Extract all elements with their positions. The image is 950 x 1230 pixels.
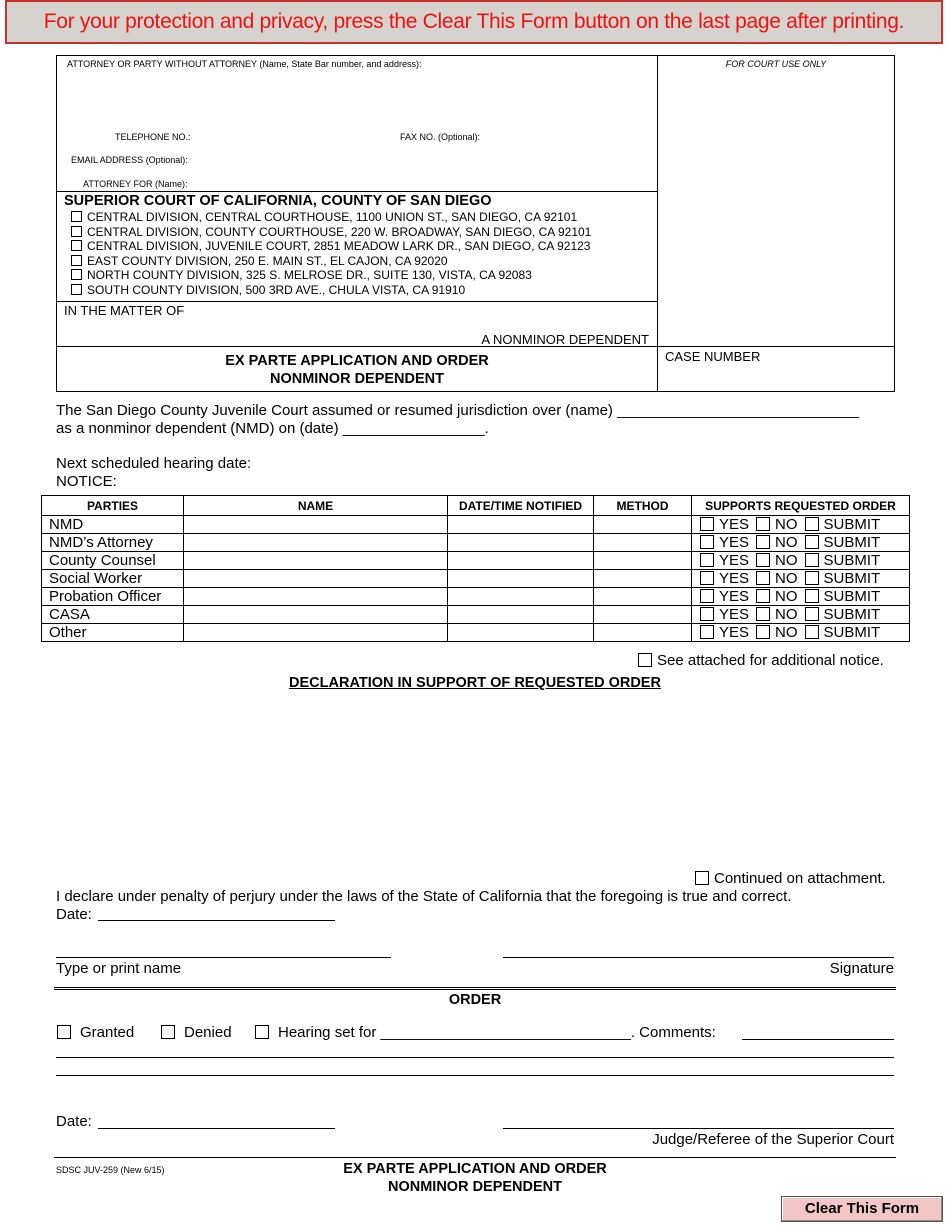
date-notified-cell[interactable] [448,588,594,606]
court-use-label: FOR COURT USE ONLY [725,59,827,69]
privacy-banner: For your protection and privacy, press the Clear This Form button on the last page after printing. [5,0,943,44]
checkbox[interactable] [805,517,819,531]
comments-line[interactable] [742,1039,894,1040]
notice-table [41,495,910,642]
support-option[interactable]: NO [756,534,798,551]
support-option[interactable]: YES [700,552,749,569]
date-notified-cell[interactable] [448,606,594,624]
table-row [42,588,910,606]
fax-label: FAX NO. (Optional): [400,132,481,142]
supports-order-cell [692,588,910,606]
support-option[interactable]: SUBMIT [805,534,881,551]
matter-of-label: IN THE MATTER OF [64,303,185,318]
checkbox[interactable] [695,871,709,885]
checkbox[interactable] [638,653,652,667]
support-option[interactable]: YES [700,534,749,551]
checkbox[interactable] [756,589,770,603]
division-option[interactable]: CENTRAL DIVISION, COUNTY COURTHOUSE, 220 W. BROADWAY, SAN DIEGO, CA 92101 [71,225,591,240]
party-cell: NMD’s Attorney [42,534,184,552]
supports-order-cell [692,552,910,570]
checkbox[interactable] [756,553,770,567]
support-option[interactable]: SUBMIT [805,624,881,641]
checkbox[interactable] [700,607,714,621]
method-cell[interactable] [594,570,692,588]
table-row [42,552,910,570]
party-cell: County Counsel [42,552,184,570]
column-header: NAME [184,496,448,516]
name-cell[interactable] [184,606,448,624]
nmd-date-line: as a nonminor dependent (NMD) on (date) _________________. [56,420,489,437]
case-number-label: CASE NUMBER [665,349,761,364]
support-option[interactable]: YES [700,588,749,605]
party-cell: CASA [42,606,184,624]
method-cell[interactable] [594,588,692,606]
support-option[interactable]: NO [756,570,798,587]
division-option[interactable]: NORTH COUNTY DIVISION, 325 S. MELROSE DR., SUITE 130, VISTA, CA 92083 [71,268,591,283]
judge-signature-line[interactable] [503,1128,894,1129]
supports-order-cell [692,534,910,552]
checkbox[interactable] [756,571,770,585]
method-cell[interactable] [594,606,692,624]
supports-order-cell [692,570,910,588]
support-option[interactable]: SUBMIT [805,606,881,623]
column-header: PARTIES [42,496,184,516]
name-cell[interactable] [184,516,448,534]
date-notified-cell[interactable] [448,534,594,552]
division-option[interactable]: CENTRAL DIVISION, CENTRAL COURTHOUSE, 1100 UNION ST., SAN DIEGO, CA 92101 [71,210,591,225]
checkbox[interactable] [805,607,819,621]
denied-option[interactable]: Denied [161,1024,232,1041]
name-line[interactable] [56,957,391,958]
column-header: SUPPORTS REQUESTED ORDER [692,496,910,516]
support-option[interactable]: YES [700,624,749,641]
checkbox[interactable] [71,211,82,222]
checkbox[interactable] [161,1025,175,1039]
form-title: EX PARTE APPLICATION AND ORDER NONMINOR DEPENDENT [225,353,489,387]
support-option[interactable]: NO [756,552,798,569]
see-attached-option[interactable]: See attached for additional notice. [638,652,884,669]
division-option[interactable]: CENTRAL DIVISION, JUVENILE COURT, 2851 MEADOW LARK DR., SAN DIEGO, CA 92123 [71,239,591,254]
column-header: DATE/TIME NOTIFIED [448,496,594,516]
checkbox[interactable] [700,553,714,567]
party-cell: Social Worker [42,570,184,588]
declaration-title: DECLARATION IN SUPPORT OF REQUESTED ORDER [289,675,661,691]
support-option[interactable]: NO [756,516,798,533]
table-row [42,516,910,534]
supports-order-cell [692,606,910,624]
order-title: ORDER [448,992,502,1008]
order-divider [54,987,896,990]
checkbox[interactable] [700,571,714,585]
notice-label: NOTICE: [56,473,117,490]
method-cell[interactable] [594,552,692,570]
table-header-row [42,496,910,516]
support-option[interactable]: NO [756,606,798,623]
order-date-line[interactable] [98,1128,335,1129]
checkbox[interactable] [756,517,770,531]
party-cell: Other [42,624,184,642]
checkbox[interactable] [805,625,819,639]
division-option[interactable]: EAST COUNTY DIVISION, 250 E. MAIN ST., EL CAJON, CA 92020 [71,254,591,269]
method-cell[interactable] [594,516,692,534]
table-row [42,570,910,588]
method-cell[interactable] [594,624,692,642]
support-option[interactable]: NO [756,624,798,641]
hearing-set-option[interactable]: Hearing set for ______________________________. Comments: [255,1024,716,1041]
continued-option[interactable]: Continued on attachment. [695,870,886,887]
checkbox[interactable] [756,625,770,639]
name-cell[interactable] [184,570,448,588]
hearing-date-label: Next scheduled hearing date: [56,455,252,472]
support-option[interactable]: NO [756,588,798,605]
comments-line-3[interactable] [56,1075,894,1076]
supports-order-cell [692,624,910,642]
comments-line-2[interactable] [56,1057,894,1058]
method-cell[interactable] [594,534,692,552]
date-label: Date: [56,906,92,923]
checkbox[interactable] [700,517,714,531]
name-cell[interactable] [184,624,448,642]
footer-title: EX PARTE APPLICATION AND ORDER NONMINOR DEPENDENT [343,1161,607,1195]
perjury-statement: I declare under penalty of perjury under the laws of the State of California that the foregoing is true and correct. [56,888,792,905]
support-option[interactable]: YES [700,606,749,623]
jurisdiction-line: The San Diego County Juvenile Court assumed or resumed jurisdiction over (name) _____________________________ [56,402,860,419]
granted-option[interactable]: Granted [57,1024,134,1041]
nonminor-label: A NONMINOR DEPENDENT [481,332,649,347]
checkbox[interactable] [700,625,714,639]
support-option[interactable]: YES [700,516,749,533]
attorney-label: ATTORNEY OR PARTY WITHOUT ATTORNEY (Name, State Bar number, and address): [67,59,422,69]
clear-form-button[interactable]: Clear This Form [781,1196,943,1222]
checkbox[interactable] [805,571,819,585]
checkbox[interactable] [756,535,770,549]
support-option[interactable]: SUBMIT [805,570,881,587]
supports-order-cell [692,516,910,534]
party-cell: NMD [42,516,184,534]
name-cell[interactable] [184,534,448,552]
type-name-label: Type or print name [56,960,182,977]
column-header: METHOD [594,496,692,516]
support-option[interactable]: SUBMIT [805,552,881,569]
date-notified-cell[interactable] [448,570,594,588]
telephone-label: TELEPHONE NO.: [115,132,191,142]
checkbox[interactable] [71,269,82,280]
attorney-for-label: ATTORNEY FOR (Name): [83,179,188,189]
checkbox[interactable] [71,226,82,237]
checkbox[interactable] [71,284,82,295]
division-option[interactable]: SOUTH COUNTY DIVISION, 500 3RD AVE., CHULA VISTA, CA 91910 [71,283,591,298]
support-option[interactable]: YES [700,570,749,587]
checkbox[interactable] [57,1025,71,1039]
division-list [71,210,591,297]
name-cell[interactable] [184,552,448,570]
footer-divider [54,1157,896,1158]
email-label: EMAIL ADDRESS (Optional): [71,155,188,165]
checkbox[interactable] [805,589,819,603]
checkbox[interactable] [255,1025,269,1039]
order-date-label: Date: [56,1113,92,1130]
date-notified-cell[interactable] [448,516,594,534]
support-option[interactable]: SUBMIT [805,588,881,605]
caption-box [56,55,895,392]
checkbox[interactable] [700,535,714,549]
judge-label: Judge/Referee of the Superior Court [652,1131,894,1148]
date-notified-cell[interactable] [448,552,594,570]
checkbox[interactable] [756,607,770,621]
checkbox[interactable] [805,553,819,567]
name-cell[interactable] [184,588,448,606]
date-notified-cell[interactable] [448,624,594,642]
table-row [42,624,910,642]
signature-label: Signature [829,960,894,977]
table-row [42,606,910,624]
form-id: SDSC JUV-259 (New 6/15) [56,1165,165,1175]
checkbox[interactable] [805,535,819,549]
checkbox[interactable] [71,240,82,251]
support-option[interactable]: SUBMIT [805,516,881,533]
table-row [42,534,910,552]
signature-line[interactable] [503,957,894,958]
party-cell: Probation Officer [42,588,184,606]
court-title: SUPERIOR COURT OF CALIFORNIA, COUNTY OF SAN DIEGO [64,193,492,209]
date-line[interactable] [98,920,335,921]
checkbox[interactable] [700,589,714,603]
checkbox[interactable] [71,255,82,266]
